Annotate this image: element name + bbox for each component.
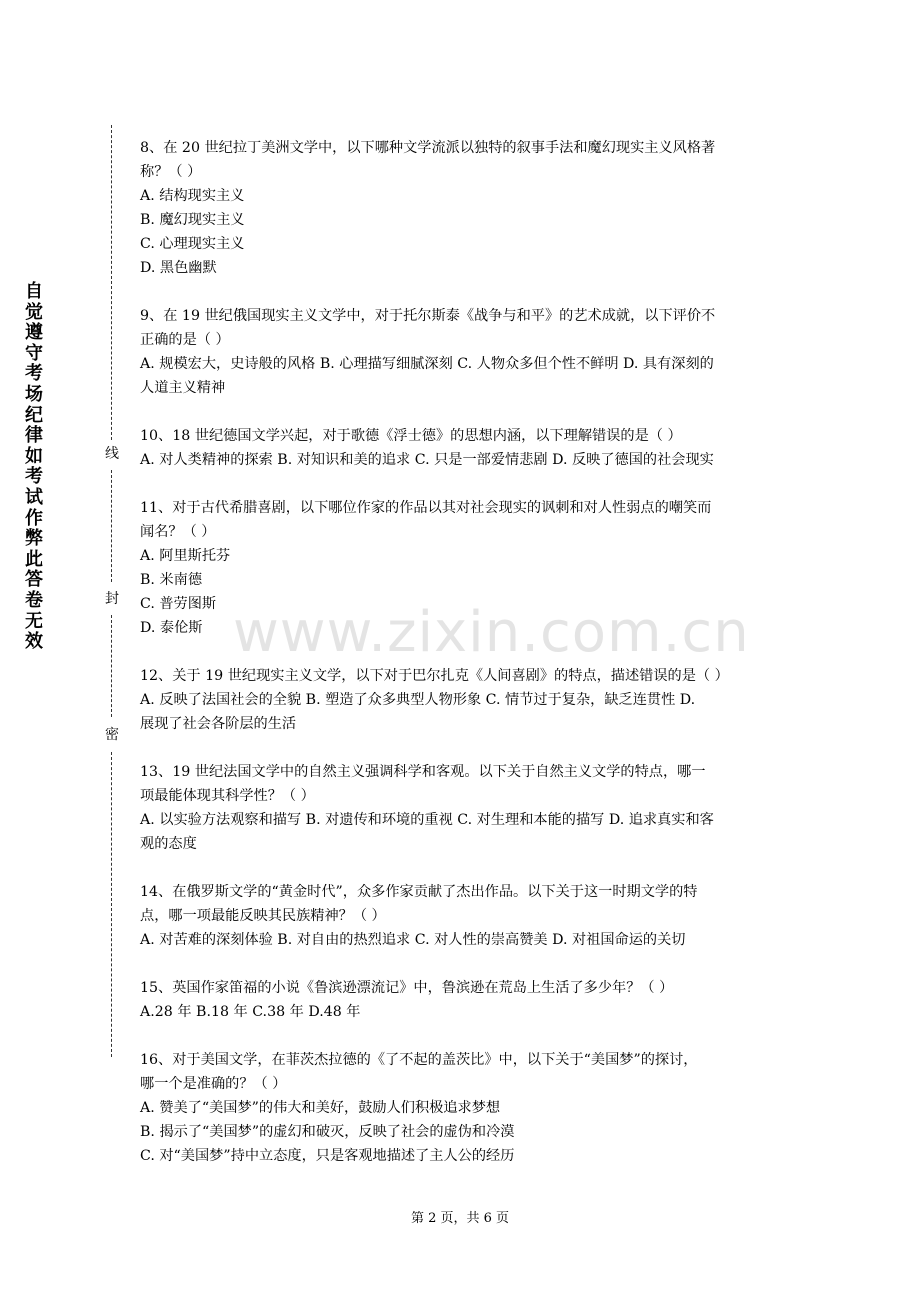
option-b: B. 揭示了“美国梦”的虚幻和破灭，反映了社会的虚伪和冷漠 — [140, 1124, 515, 1140]
options-text: 人道主义精神 — [140, 380, 226, 396]
question-text: 10、18 世纪德国文学兴起，对于歌德《浮士德》的思想内涵，以下理解错误的是（ ） — [140, 428, 682, 444]
question-text: 8、在 20 世纪拉丁美洲文学中，以下哪种文学流派以独特的叙事手法和魔幻现实主义风格著 — [140, 140, 716, 156]
question-text: 正确的是（ ） — [140, 332, 230, 348]
question-text: 项最能体现其科学性？（ ） — [140, 788, 315, 804]
question-text: 16、对于美国文学，在菲茨杰拉德的《了不起的盖茨比》中，以下关于“美国梦”的探讨， — [140, 1052, 698, 1068]
question-13 — [140, 760, 785, 856]
options-text: 展现了社会各阶层的生活 — [140, 716, 297, 732]
question-text: 闻名？（ ） — [140, 524, 216, 540]
question-8 — [140, 136, 785, 280]
question-text: 15、英国作家笛福的小说《鲁滨逊漂流记》中，鲁滨逊在荒岛上生活了多少年？（ ） — [140, 980, 674, 996]
question-text: 11、对于古代希腊喜剧，以下哪位作家的作品以其对社会现实的讽刺和对人性弱点的嘲笑而 — [140, 500, 712, 516]
question-text: 称？（ ） — [140, 164, 202, 180]
question-10 — [140, 424, 785, 472]
option-c: C. 心理现实主义 — [140, 236, 245, 252]
seal-mark-secret: 密 — [105, 727, 119, 743]
question-15 — [140, 976, 785, 1024]
exam-discipline-notice: 自觉遵守考场纪律如考试作弊此答卷无效 — [25, 281, 43, 653]
option-a: A. 阿里斯托芬 — [140, 548, 231, 564]
option-c: C. 对“美国梦”持中立态度，只是客观地描述了主人公的经历 — [140, 1148, 515, 1164]
option-b: B. 魔幻现实主义 — [140, 212, 245, 228]
options-text: A. 规模宏大，史诗般的风格 B. 心理描写细腻深刻 C. 人物众多但个性不鲜明 D. 具有深刻的 — [140, 356, 714, 372]
options-text: 观的态度 — [140, 836, 197, 852]
question-list — [140, 136, 785, 1192]
options-text: A. 以实验方法观察和描写 B. 对遗传和环境的重视 C. 对生理和本能的描写 D. 追求真实和客 — [140, 812, 714, 828]
question-14 — [140, 880, 785, 952]
question-text: 哪一个是准确的？（ ） — [140, 1076, 287, 1092]
question-11 — [140, 496, 785, 640]
binding-dash-line — [111, 125, 112, 440]
option-d: D. 黑色幽默 — [140, 260, 217, 276]
option-a: A. 赞美了“美国梦”的伟大和美好，鼓励人们积极追求梦想 — [140, 1100, 501, 1116]
question-text: 14、在俄罗斯文学的“黄金时代”，众多作家贡献了杰出作品。以下关于这一时期文学的特 — [140, 884, 698, 900]
question-9 — [140, 304, 785, 400]
seal-mark-seal: 封 — [105, 591, 119, 607]
options-text: A.28 年 B.18 年 C.38 年 D.48 年 — [140, 1004, 361, 1020]
options-text: A. 反映了法国社会的全貌 B. 塑造了众多典型人物形象 C. 情节过于复杂，缺乏连贯性 D. — [140, 692, 696, 708]
option-d: D. 泰伦斯 — [140, 620, 203, 636]
options-text: A. 对苦难的深刻体验 B. 对自由的热烈追求 C. 对人性的崇高赞美 D. 对祖国命运的关切 — [140, 932, 686, 948]
binding-dash-line — [111, 470, 112, 582]
page-number: 第 2 页，共 6 页 — [410, 1211, 510, 1226]
seal-mark-line: 线 — [105, 446, 119, 462]
question-text: 13、19 世纪法国文学中的自然主义强调科学和客观。以下关于自然主义文学的特点，哪一 — [140, 764, 706, 780]
question-16 — [140, 1048, 785, 1168]
question-text: 点，哪一项最能反映其民族精神？（ ） — [140, 908, 386, 924]
option-c: C. 普劳图斯 — [140, 596, 217, 612]
binding-dash-line — [111, 615, 112, 717]
question-12 — [140, 664, 785, 736]
binding-dash-line — [111, 752, 112, 1057]
option-a: A. 结构现实主义 — [140, 188, 245, 204]
options-text: A. 对人类精神的探索 B. 对知识和美的追求 C. 只是一部爱情悲剧 D. 反映了德国的社会现实 — [140, 452, 714, 468]
watermark: www.zixin.com.cn — [233, 600, 750, 665]
question-text: 12、关于 19 世纪现实主义文学，以下对于巴尔扎克《人间喜剧》的特点，描述错误的是（ ） — [140, 668, 729, 684]
question-text: 9、在 19 世纪俄国现实主义文学中，对于托尔斯泰《战争与和平》的艺术成就，以下评价不 — [140, 308, 716, 324]
option-b: B. 米南德 — [140, 572, 203, 588]
